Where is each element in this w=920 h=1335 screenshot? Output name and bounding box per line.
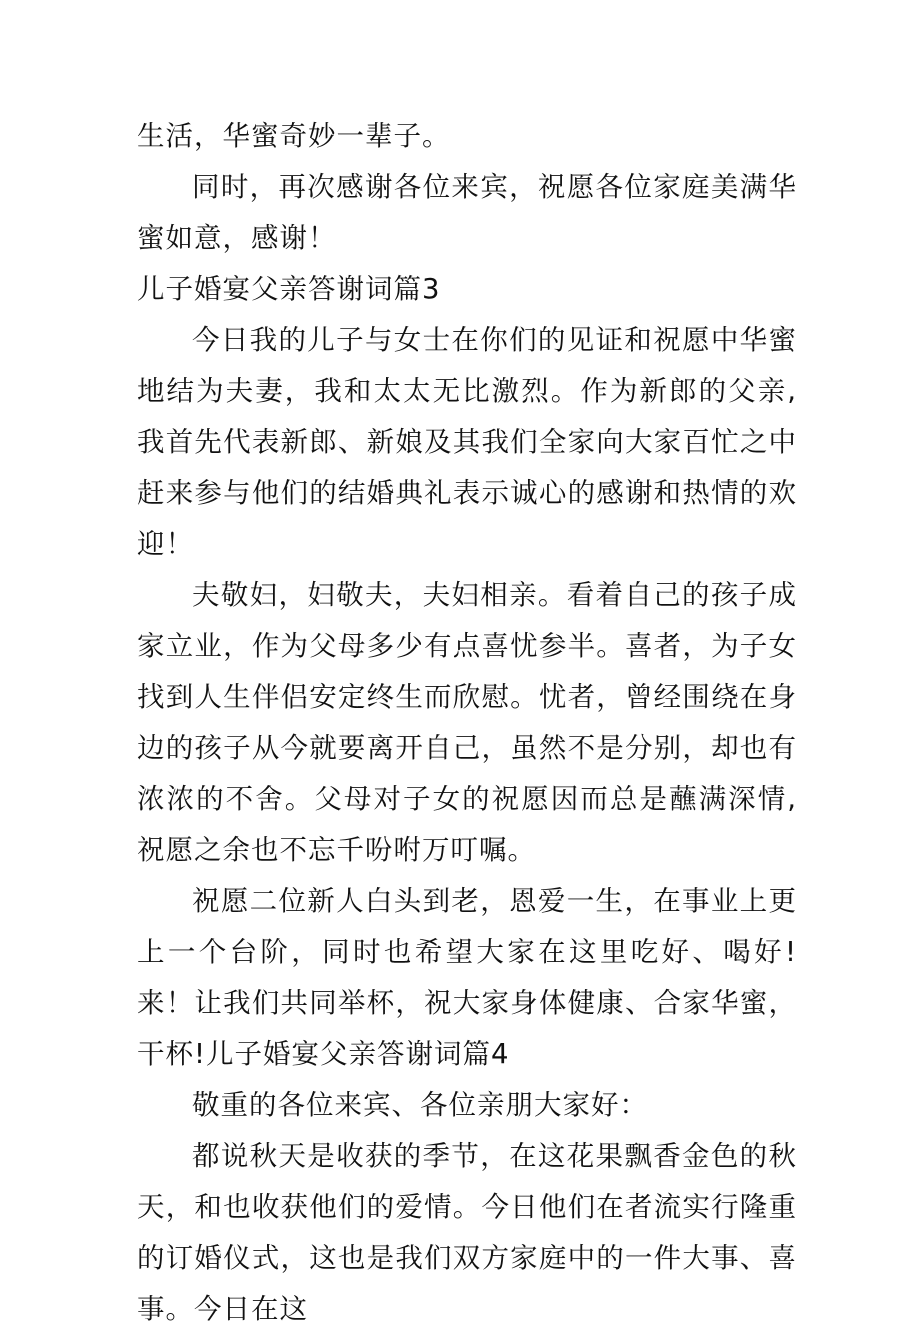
- paragraph-7: 敬重的各位来宾、各位亲朋大家好：: [192, 1089, 648, 1121]
- paragraph-1: 生活，华蜜奇妙一辈子。: [137, 120, 451, 152]
- paragraph-4: 今日我的儿子与女士在你们的见证和祝愿中华蜜地结为夫妻，我和太太无比激烈。作为新郎的父亲,我首先代表新郎、新娘及其我们全家向大家百忙之中赶来参与他们的结婚典礼表示诚心的感谢和热情的欢迎！: [137, 324, 797, 560]
- paragraph-8: 都说秋天是收获的季节，在这花果飘香金色的秋天，和也收获他们的爱情。今日他们在者流实行隆重的订婚仪式，这也是我们双方家庭中的一件大事、喜事。今日在这: [137, 1140, 797, 1325]
- document-body: [137, 111, 797, 1335]
- paragraph-5: 夫敬妇，妇敬夫，夫妇相亲。看着自己的孩子成家立业，作为父母多少有点喜忧参半。喜者，为子女找到人生伴侣安定终生而欣慰。忧者，曾经围绕在身边的孩子从今就要离开自己，虽然不是分别，却也有浓浓的不舍。父母对子女的祝愿因而总是蘸满深情,祝愿之余也不忘千吩咐万叮嘱。: [137, 579, 797, 866]
- section-heading-3: 儿子婚宴父亲答谢词篇3: [137, 273, 441, 305]
- paragraph-2: 同时，再次感谢各位来宾，祝愿各位家庭美满华蜜如意，感谢！: [137, 171, 797, 254]
- paragraph-6: 祝愿二位新人白头到老，恩爱一生，在事业上更上一个台阶，同时也希望大家在这里吃好、喝好!来！让我们共同举杯，祝大家身体健康、合家华蜜，干杯!儿子婚宴父亲答谢词篇4: [137, 885, 797, 1070]
